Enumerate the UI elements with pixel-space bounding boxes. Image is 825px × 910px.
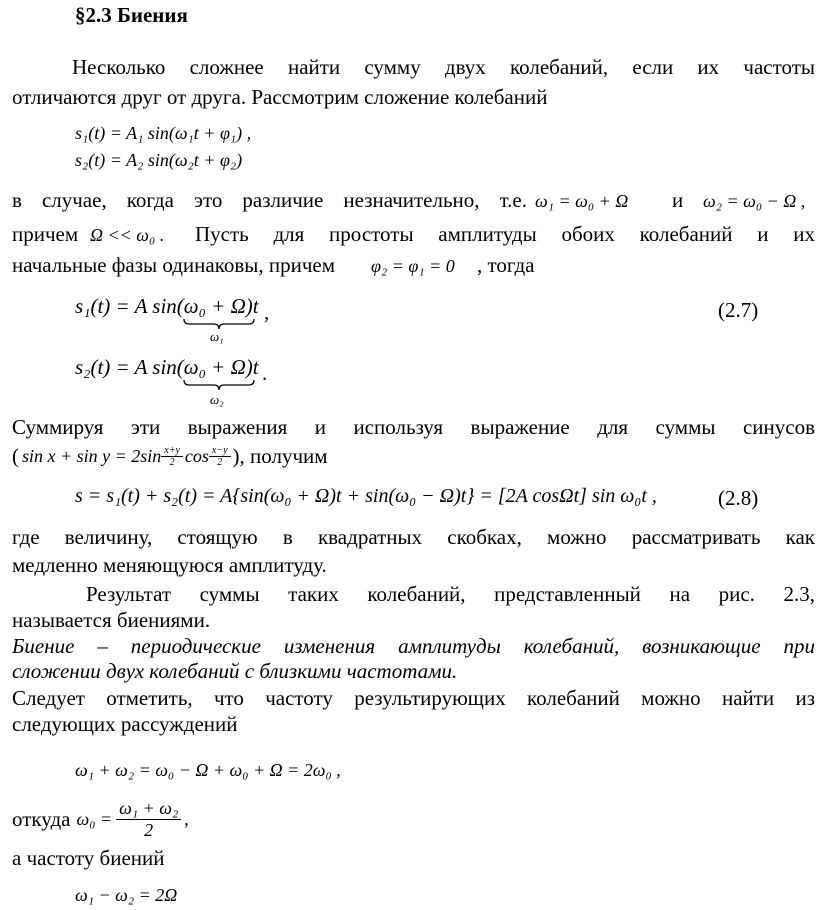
equation-omega-condition: Ω << ω₀ . — [90, 225, 165, 245]
fraction-half-sum-numerator: x+y — [161, 445, 183, 457]
section-heading: §2.3 Биения — [75, 3, 188, 27]
fraction-mean-frequency-denominator: 2 — [144, 819, 154, 840]
equation-phases: φ₂ = φ₁ = 0 — [371, 256, 455, 276]
equation-omega2: ω₂ = ω₀ − Ω , — [703, 191, 806, 211]
paren-open: ( — [12, 444, 19, 468]
equation-beat-frequency: ω₁ − ω₂ = 2Ω — [75, 885, 178, 905]
paren-close-text: ), получим — [232, 444, 328, 468]
paragraph-1-line-1: Несколько сложнее найти сумму двух колебаний, если их частоты — [72, 55, 815, 79]
fraction-half-sum-denominator: 2 — [169, 456, 175, 468]
paragraph-3-line-2 — [12, 441, 328, 471]
underbrace-omega2 — [183, 379, 255, 391]
equation-frequency-sum: ω₁ + ω₂ = ω₀ − Ω + ω₀ + Ω = 2ω₀ , — [75, 760, 341, 780]
omega0-expression — [12, 796, 189, 842]
paragraph-4-line-2: медленно меняющуюся амплитуду. — [12, 553, 327, 577]
paragraph-6-line-2: следующих рассуждений — [12, 712, 238, 736]
equation-s1: s₁(t) = A₁ sin(ω₁t + φ₁) , — [75, 123, 252, 143]
paragraph-4-line-1: где величину, стоящую в квадратных скобках, можно рассматривать как — [12, 525, 815, 549]
fraction-half-diff-numerator: x−y — [209, 445, 231, 457]
equation-2-7-comma: , — [264, 300, 270, 324]
paragraph-2-and: и — [672, 188, 684, 212]
definition-line-2: сложении двух колебаний с близкими частотами. — [12, 659, 458, 683]
equation-2-7-s2: s₂(t) = A sin(ω₀ + Ω)t — [75, 355, 259, 379]
fraction-comma: , — [184, 809, 189, 829]
paragraph-beat-frequency: а частоту биений — [12, 846, 165, 870]
paragraph-5-line-1: Результат суммы таких колебаний, представленный на рис. 2.3, — [86, 582, 815, 606]
fraction-mean-frequency — [116, 798, 181, 841]
paragraph-6-line-1: Следует отметить, что частоту результирующих колебаний можно найти из — [12, 686, 815, 710]
equation-2-7b-dot: . — [262, 361, 268, 385]
paragraph-2-line-2-start: причем — [12, 222, 79, 246]
fraction-half-diff-denominator: 2 — [217, 456, 223, 468]
equation-2-8-number: (2.8) — [718, 486, 759, 510]
paragraph-2-line-1-text: в случае, когда это различие незначительно, т.е. — [12, 188, 527, 212]
underbrace-label-omega2: ω₂ — [210, 392, 224, 407]
equation-2-7-number: (2.7) — [718, 298, 759, 322]
equation-s2: s₂(t) = A₂ sin(ω₂t + φ₂) — [75, 150, 243, 170]
definition-line-1: Биение – периодические изменения амплитуды колебаний, возникающие при — [12, 634, 815, 658]
paragraph-2-line-3-end: , тогда — [477, 253, 535, 277]
paragraph-5-line-2: называется биениями. — [12, 608, 211, 632]
underbrace-label-omega1: ω₁ — [210, 329, 224, 344]
fraction-half-diff — [209, 445, 231, 468]
equation-2-7-s1: s₁(t) = A sin(ω₀ + Ω)t — [75, 294, 259, 318]
paragraph-3-line-1: Суммируя эти выражения и используя выражение для суммы синусов — [12, 415, 815, 439]
sum-sines-formula-b: cos — [184, 446, 209, 466]
sum-sines-formula-a: sin x + sin y = 2sin — [22, 446, 162, 466]
fraction-half-sum — [161, 445, 183, 468]
paragraph-2-line-2-end: Пусть для простоты амплитуды обоих колебаний и их — [195, 222, 815, 246]
paragraph-1-line-2: отличаются друг от друга. Рассмотрим сложение колебаний — [12, 85, 548, 109]
equation-2-8: s = s₁(t) + s₂(t) = A{sin(ω₀ + Ω)t + sin(ω₀ − Ω)t} = [2A cosΩt] sin ω₀t , — [75, 485, 657, 507]
omega0-equals: ω₀ = — [76, 809, 113, 829]
whence-word: откуда — [12, 807, 71, 831]
equation-omega1: ω₁ = ω₀ + Ω — [535, 191, 629, 211]
paragraph-2-line-3-start: начальные фазы одинаковы, причем — [12, 253, 336, 277]
fraction-mean-frequency-numerator: ω₁ + ω₂ — [116, 798, 181, 820]
